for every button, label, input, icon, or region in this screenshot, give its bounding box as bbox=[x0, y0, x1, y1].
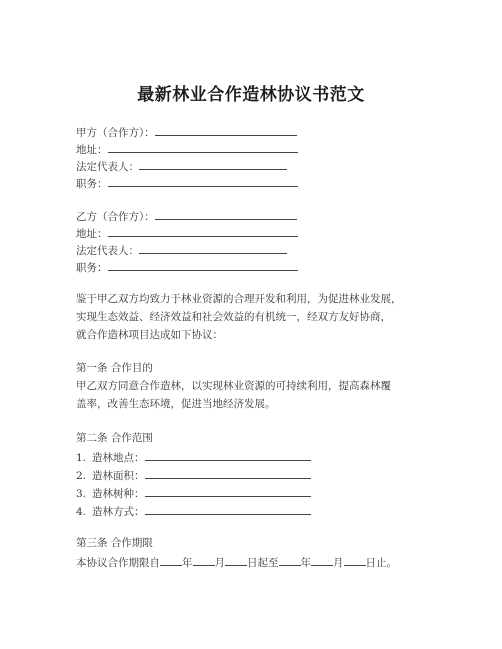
article-2-heading: 第二条 合作范围 bbox=[76, 432, 153, 444]
party-a-name-label: 甲方（合作方）： bbox=[76, 127, 155, 139]
scope-item-number: 4. bbox=[76, 506, 87, 518]
preamble-line: 就合作造林项目达成如下协议： bbox=[76, 329, 223, 341]
party-b-legal-rep-blank bbox=[139, 242, 287, 254]
term-year-unit: 年 bbox=[182, 557, 193, 569]
article-1-text-line: 甲乙双方同意合作造林，以实现林业资源的可持续利用，提高森林覆 bbox=[76, 380, 391, 392]
party-b-position-blank bbox=[108, 259, 298, 271]
party-a-legal-rep-blank bbox=[139, 158, 287, 170]
scope-item-method bbox=[76, 503, 311, 519]
party-a-legal-rep-field bbox=[76, 158, 287, 174]
party-a-address-blank bbox=[108, 141, 298, 153]
party-a-name-field bbox=[76, 124, 297, 140]
party-b-address-field bbox=[76, 225, 298, 241]
article-1-heading: 第一条 合作目的 bbox=[76, 362, 153, 374]
term-year-unit: 年 bbox=[300, 557, 311, 569]
document-title: 最新林业合作造林协议书范文 bbox=[137, 85, 365, 105]
party-b-name-field bbox=[76, 208, 297, 224]
party-a-position-field bbox=[76, 175, 298, 191]
term-start-month-blank bbox=[193, 554, 215, 566]
scope-item-blank bbox=[145, 449, 311, 461]
article-3-heading: 第三条 合作期限 bbox=[76, 537, 153, 549]
party-a-legal-rep-label: 法定代表人： bbox=[76, 161, 139, 173]
scope-item-location bbox=[76, 449, 311, 465]
scope-item-label: 造林面积： bbox=[92, 470, 145, 482]
party-b-address-blank bbox=[108, 225, 298, 237]
scope-item-number: 1. bbox=[76, 452, 87, 464]
scope-item-label: 造林树种： bbox=[92, 488, 145, 500]
scope-item-label: 造林方式： bbox=[92, 506, 145, 518]
scope-item-species bbox=[76, 485, 311, 501]
term-end-year-blank bbox=[279, 554, 301, 566]
party-a-address-field bbox=[76, 141, 298, 157]
scope-item-number: 3. bbox=[76, 488, 87, 500]
preamble-line: 鉴于甲乙双方均致力于林业资源的合理开发和利用，为促进林业发展， bbox=[76, 293, 402, 305]
term-day-end: 日止。 bbox=[365, 557, 397, 569]
party-a-position-label: 职务： bbox=[76, 178, 108, 190]
party-b-legal-rep-field bbox=[76, 242, 287, 258]
scope-item-area bbox=[76, 467, 311, 483]
term-start-year-blank bbox=[160, 554, 182, 566]
article-1-text-line: 盖率，改善生态环境，促进当地经济发展。 bbox=[76, 398, 276, 410]
scope-item-number: 2. bbox=[76, 470, 87, 482]
party-a-address-label: 地址： bbox=[76, 144, 108, 156]
party-b-legal-rep-label: 法定代表人： bbox=[76, 245, 139, 257]
scope-item-label: 造林地点： bbox=[92, 452, 145, 464]
party-b-position-label: 职务： bbox=[76, 262, 108, 274]
party-a-name-blank bbox=[155, 124, 297, 136]
term-end-day-blank bbox=[344, 554, 366, 566]
term-sentence bbox=[76, 554, 397, 570]
party-b-address-label: 地址： bbox=[76, 228, 108, 240]
term-prefix: 本协议合作期限自 bbox=[76, 557, 160, 569]
term-month-unit: 月 bbox=[333, 557, 344, 569]
party-b-position-field bbox=[76, 259, 298, 275]
scope-item-blank bbox=[145, 467, 311, 479]
preamble-line: 实现生态效益、经济效益和社会效益的有机统一，经双方友好协商， bbox=[76, 311, 391, 323]
term-start-day-blank bbox=[225, 554, 247, 566]
party-a-position-blank bbox=[108, 175, 298, 187]
party-b-name-blank bbox=[155, 208, 297, 220]
term-day-to: 日起至 bbox=[247, 557, 279, 569]
scope-item-blank bbox=[145, 485, 311, 497]
term-end-month-blank bbox=[311, 554, 333, 566]
scope-item-blank bbox=[145, 503, 311, 515]
term-month-unit: 月 bbox=[214, 557, 225, 569]
party-b-name-label: 乙方（合作方）： bbox=[76, 211, 155, 223]
